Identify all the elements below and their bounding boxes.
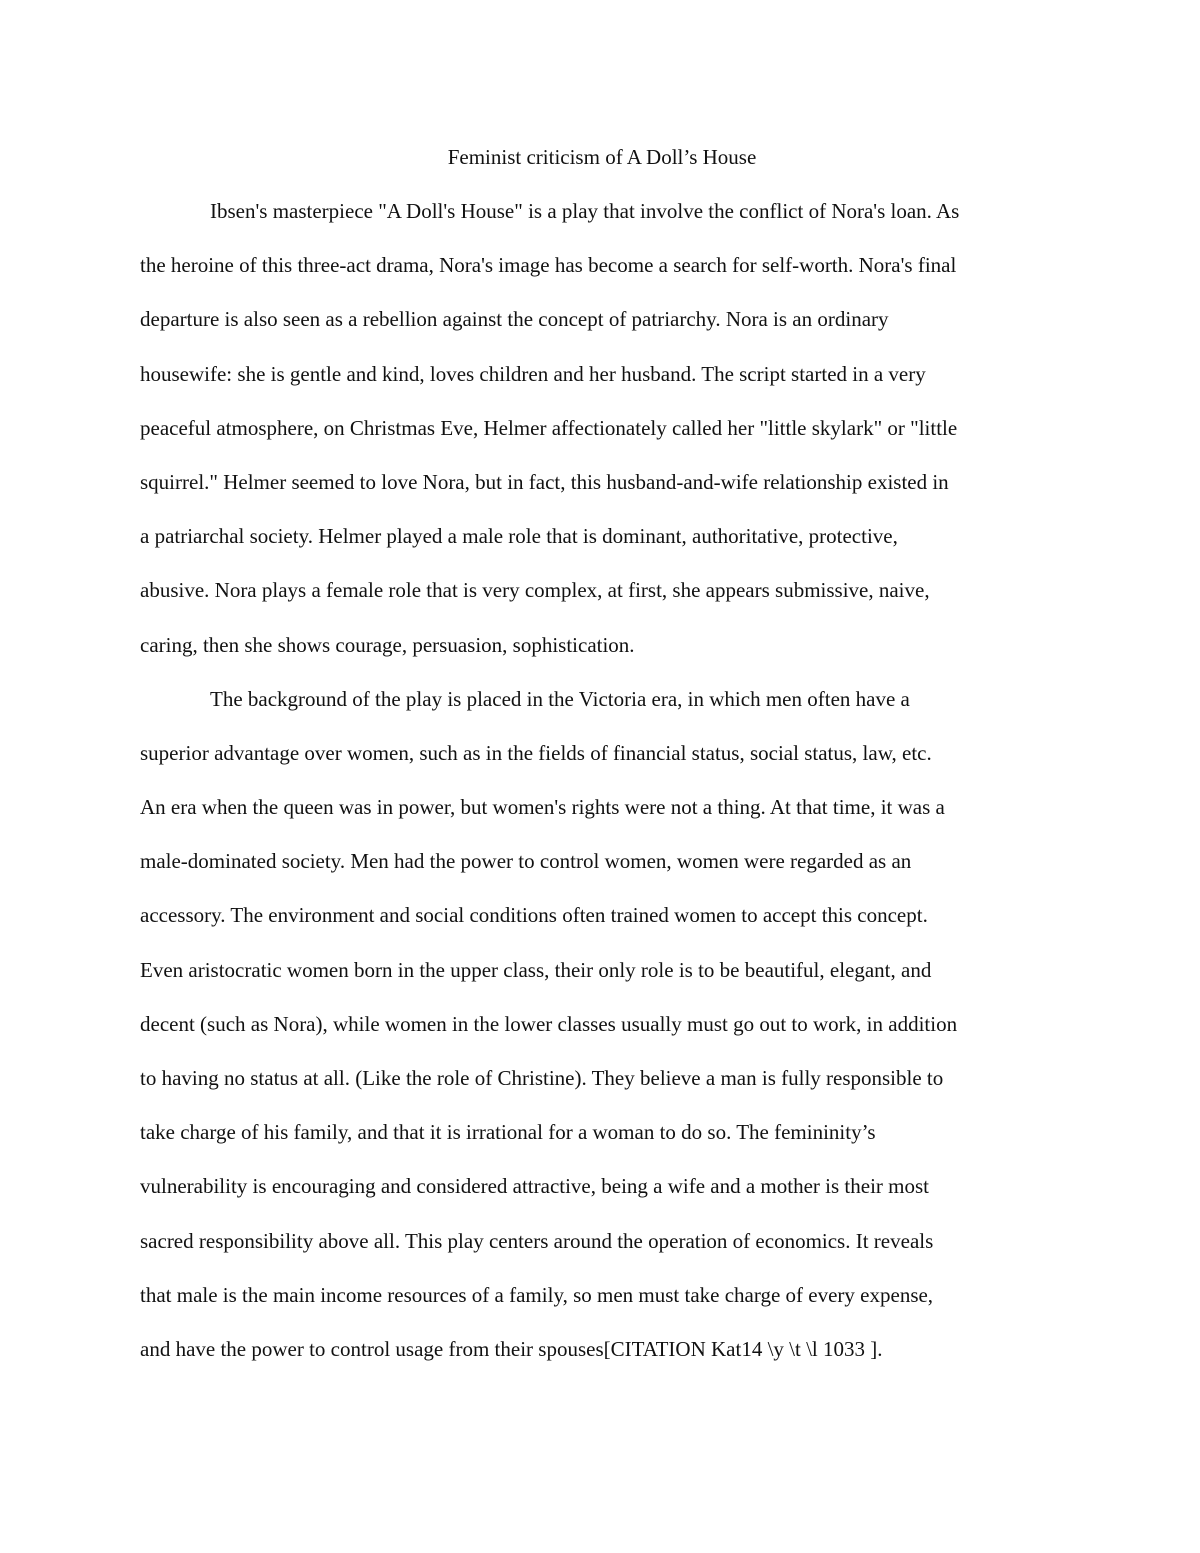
paragraph-line: squirrel." Helmer seemed to love Nora, but in fact, this husband-and-wife relationship existed in [140,469,949,494]
paragraph-line: superior advantage over women, such as in the fields of financial status, social status, law, etc. [140,740,932,765]
paragraph-line: take charge of his family, and that it is irrational for a woman to do so. The femininity’s [140,1120,876,1145]
paragraph-line: abusive. Nora plays a female role that is very complex, at first, she appears submissive, naive, [140,578,930,603]
paragraph-line: vulnerability is encouraging and considered attractive, being a wife and a mother is their most [140,1174,929,1199]
paragraph-line: decent (such as Nora), while women in the lower classes usually must go out to work, in addition [140,1011,958,1036]
document-body [140,144,1064,1390]
paragraph-line: housewife: she is gentle and kind, loves children and her husband. The script started in a very [140,361,926,386]
paragraph-line: that male is the main income resources of a family, so men must take charge of every expense, [140,1282,934,1307]
paragraph-line: caring, then she shows courage, persuasion, sophistication. [140,632,635,657]
paragraph-line: sacred responsibility above all. This play centers around the operation of economics. It reveals [140,1228,934,1253]
paragraph-line: An era when the queen was in power, but women's rights were not a thing. At that time, it was a [140,795,945,820]
paragraph-line: male-dominated society. Men had the power to control women, women were regarded as an [140,849,912,874]
paragraph-line: the heroine of this three-act drama, Nora's image has become a search for self-worth. Nora's final [140,253,957,278]
paragraph-2 [140,686,1064,1390]
paragraph-line: The background of the play is placed in the Victoria era, in which men often have a [210,686,910,711]
paragraph-line: accessory. The environment and social conditions often trained women to accept this concept. [140,903,928,928]
paragraph-line: Even aristocratic women born in the upper class, their only role is to be beautiful, elegant, and [140,957,932,982]
document-title: Feminist criticism of A Doll’s House [447,145,757,169]
paragraph-line: departure is also seen as a rebellion against the concept of patriarchy. Nora is an ordinary [140,307,889,332]
paragraph-line: a patriarchal society. Helmer played a male role that is dominant, authoritative, protective, [140,524,898,549]
paragraph-line: and have the power to control usage from their spouses[CITATION Kat14 \y \t \l 1033 ]. [140,1336,883,1361]
paragraph-line: Ibsen's masterpiece "A Doll's House" is a play that involve the conflict of Nora's loan. As [210,199,960,223]
paragraph-line: peaceful atmosphere, on Christmas Eve, Helmer affectionately called her "little skylark" or "little [140,415,958,440]
paragraph-line: to having no status at all. (Like the role of Christine). They believe a man is fully responsible to [140,1066,944,1090]
paragraph-1 [140,198,1064,686]
